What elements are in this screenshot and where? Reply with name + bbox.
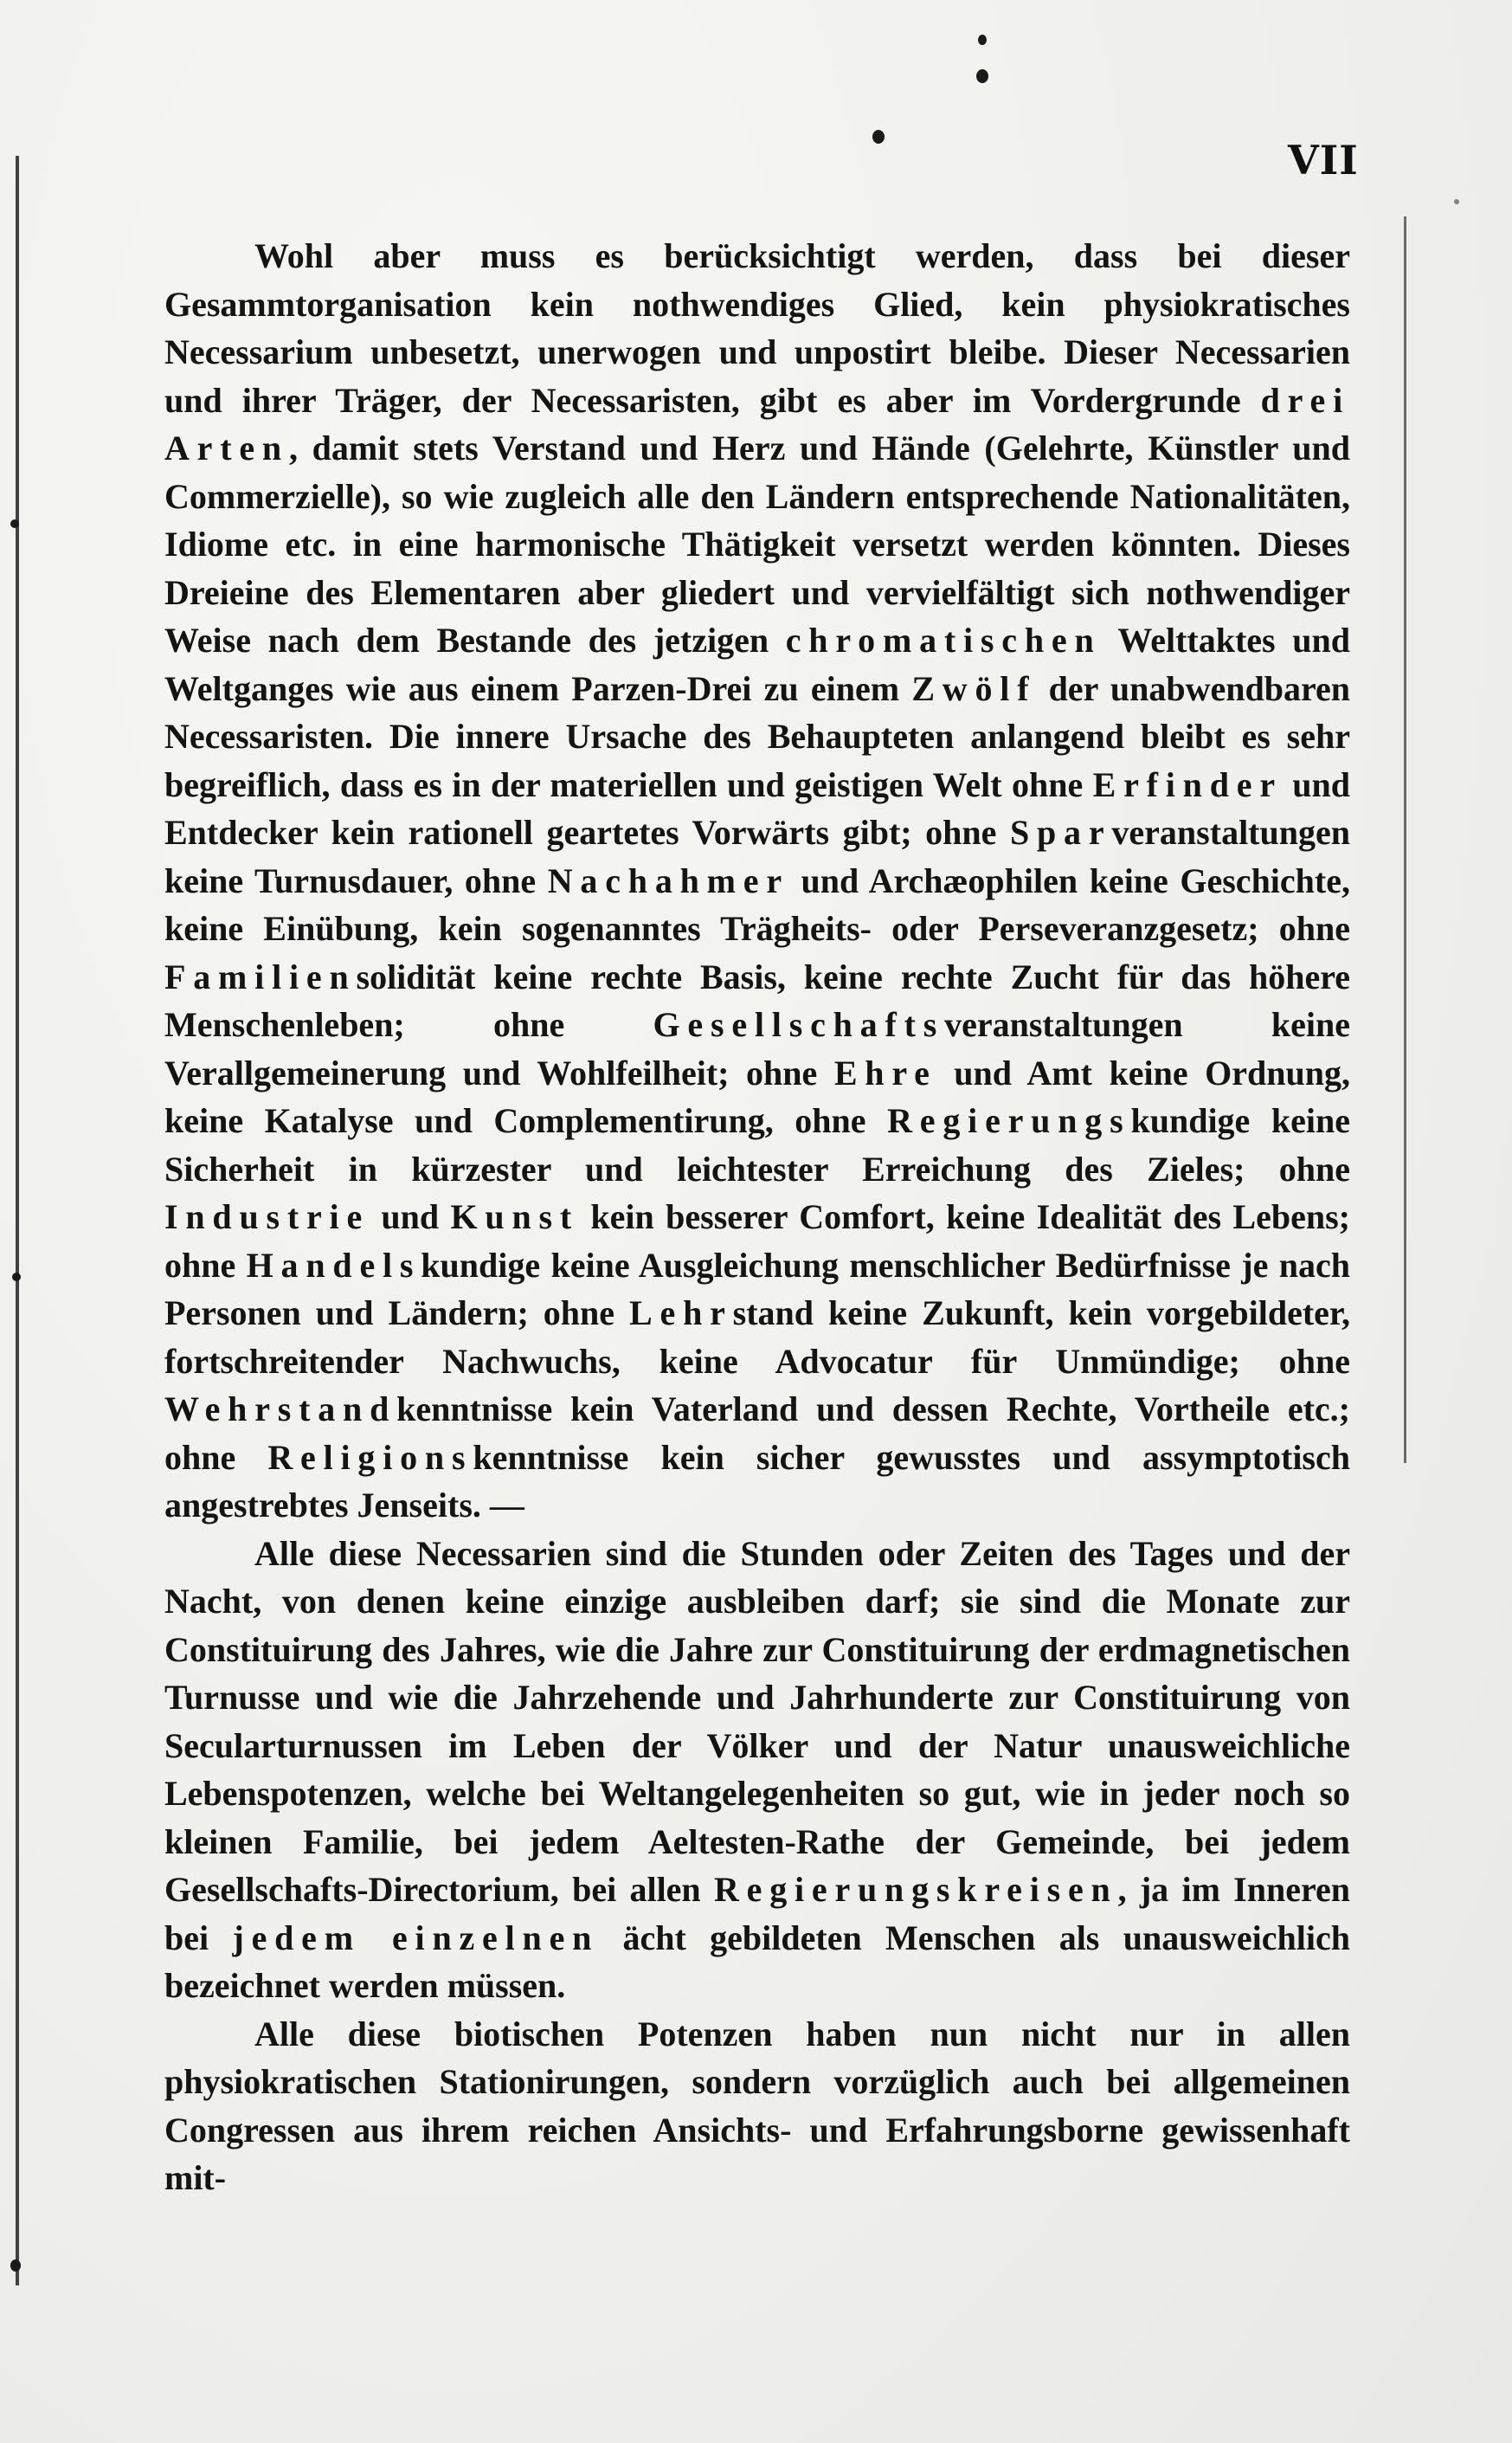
ink-speck: [10, 2259, 21, 2272]
spaced-emphasis: drei Arten: [164, 380, 1350, 467]
text-run: Welttaktes und Weltganges wie aus einem Parzen-Drei zu einem: [164, 621, 1350, 708]
text-run: solidität keine rechte Basis, keine rechte Zucht für das höhere Menschenleben; ohne: [164, 957, 1350, 1044]
text-run: Wohl aber muss es berücksichtigt werden, dass bei dieser Gesammtorganisation kein nothwendiges Glied, kein physiokratisches Necessarium unbesetzt, unerwogen und unpostirt bleibe. Dieser Necessarien und ihrer Träger, der Necessaristen, gibt es aber im Vordergrunde: [164, 236, 1350, 420]
ink-speck: [12, 1273, 21, 1281]
text-run: , ja im Inneren bei: [164, 1870, 1350, 1957]
spaced-emphasis: Familien: [164, 957, 357, 996]
text-run: kundige keine Sicherheit in kürzester und leichtester Erreichung des Zieles; ohne: [164, 1101, 1350, 1189]
text-run: kein besserer Comfort, keine Idealität des Lebens; ohne: [164, 1197, 1350, 1285]
text-run: ächt gebildeten Menschen als unausweichlich bezeichnet werden müssen.: [164, 1918, 1350, 2005]
spaced-emphasis: Religions: [267, 1437, 473, 1477]
text-run: Alle diese biotischen Potenzen haben nun nicht nur in allen physiokratischen Stationirungen, sondern vorzüglich auch bei allgemeinen Congressen aus ihrem reichen Ansichts- und Erfahrungsborne gewissenhaft mit-: [164, 2014, 1350, 2197]
text-run: stand keine Zukunft, kein vorgebildeter, fortschreitender Nachwuchs, keine Advocatur für Unmündige; ohne: [164, 1293, 1351, 1381]
spaced-emphasis: Lehr: [629, 1293, 733, 1332]
spaced-emphasis: jedem einzelnen: [232, 1918, 600, 1957]
spaced-emphasis: Handels: [246, 1245, 421, 1285]
ink-speck: [976, 69, 988, 83]
text-run: und: [370, 1197, 451, 1236]
spaced-emphasis: Kunst: [450, 1197, 580, 1236]
spaced-emphasis: Regierungs: [887, 1101, 1131, 1140]
text-run: und Amt keine Ordnung, keine Katalyse und Complementirung, ohne: [164, 1053, 1350, 1140]
ink-speck: [10, 519, 19, 528]
paragraph-1: [164, 232, 1350, 1530]
ink-speck: [872, 130, 885, 144]
scan-right-edge-line: [1404, 216, 1406, 1463]
text-run: , damit stets Verstand und Herz und Hände (Gelehrte, Künstler und Commerzielle), so wie zugleich alle den Ländern entsprechende Nationalitäten, Idiome etc. in eine harmonische Thätigkeit versetzt werden könnten. Dieses Dreieine des Elementaren aber gliedert und vervielfältigt sich nothwendiger Weise nach dem Bestande des jetzigen: [164, 429, 1350, 660]
paragraph-3: [164, 2010, 1350, 2202]
spaced-emphasis: Gesellschafts: [653, 1005, 945, 1044]
spaced-emphasis: Spar: [1009, 813, 1112, 852]
spaced-emphasis: Industrie: [164, 1197, 370, 1236]
text-run: Alle diese Necessarien sind die Stunden oder Zeiten des Tages und der Nacht, von denen keine einzige ausbleiben darf; sie sind die Monate zur Constituirung des Jahres, wie die Jahre zur Constituirung der erdmagnetischen Turnusse und wie die Jahrzehende und Jahrhunderte zur Constituirung von Secularturnussen im Leben der Völker und der Natur unausweichliche Lebenspotenzen, welche bei Weltangelegenheiten so gut, wie in jeder noch so kleinen Familie, bei jedem Aeltesten-Rathe der Gemeinde, bei jedem Gesellschafts-Directorium, bei allen: [164, 1533, 1350, 1909]
scan-left-edge-line: [16, 156, 19, 2285]
text-run: veranstaltungen keine Turnusdauer, ohne: [164, 813, 1350, 900]
spaced-emphasis: Ehre: [833, 1053, 937, 1093]
ink-speck: [978, 35, 987, 45]
spaced-emphasis: Erfinder: [1092, 764, 1283, 804]
text-run: der unabwendbaren Necessaristen. Die innere Ursache des Behaupteten anlangend bleibt es sehr begreiflich, dass es in der materiellen und geistigen Welt ohne: [164, 668, 1350, 804]
spaced-emphasis: Zwölf: [911, 668, 1037, 708]
text-run: kenntnisse kein Vaterland und dessen Rechte, Vortheile etc.; ohne: [164, 1389, 1350, 1477]
text-run: kenntnisse kein sicher gewusstes und assymptotisch angestrebtes Jenseits. —: [164, 1437, 1350, 1524]
text-run: kundige keine Ausgleichung menschlicher Bedürfnisse je nach Personen und Ländern; ohne: [164, 1245, 1350, 1332]
spaced-emphasis: chromatischen: [785, 621, 1102, 660]
spaced-emphasis: Nachahmer: [547, 861, 789, 900]
text-run: und Archæophilen keine Geschichte, keine Einübung, kein sogenanntes Trägheits- oder Perseveranzgesetz; ohne: [164, 861, 1350, 948]
spaced-emphasis: Regierungskreisen: [713, 1870, 1118, 1909]
paragraph-2: [164, 1530, 1350, 2010]
text-run: veranstaltungen keine Verallgemeinerung und Wohlfeilheit; ohne: [164, 1005, 1350, 1093]
ink-speck: [1454, 199, 1459, 204]
page-number: VII: [1288, 137, 1359, 184]
body-text: [164, 232, 1350, 2202]
text-run: und Entdecker kein rationell geartetes Vorwärts gibt; ohne: [164, 764, 1350, 852]
spaced-emphasis: Wehrstand: [164, 1389, 397, 1428]
